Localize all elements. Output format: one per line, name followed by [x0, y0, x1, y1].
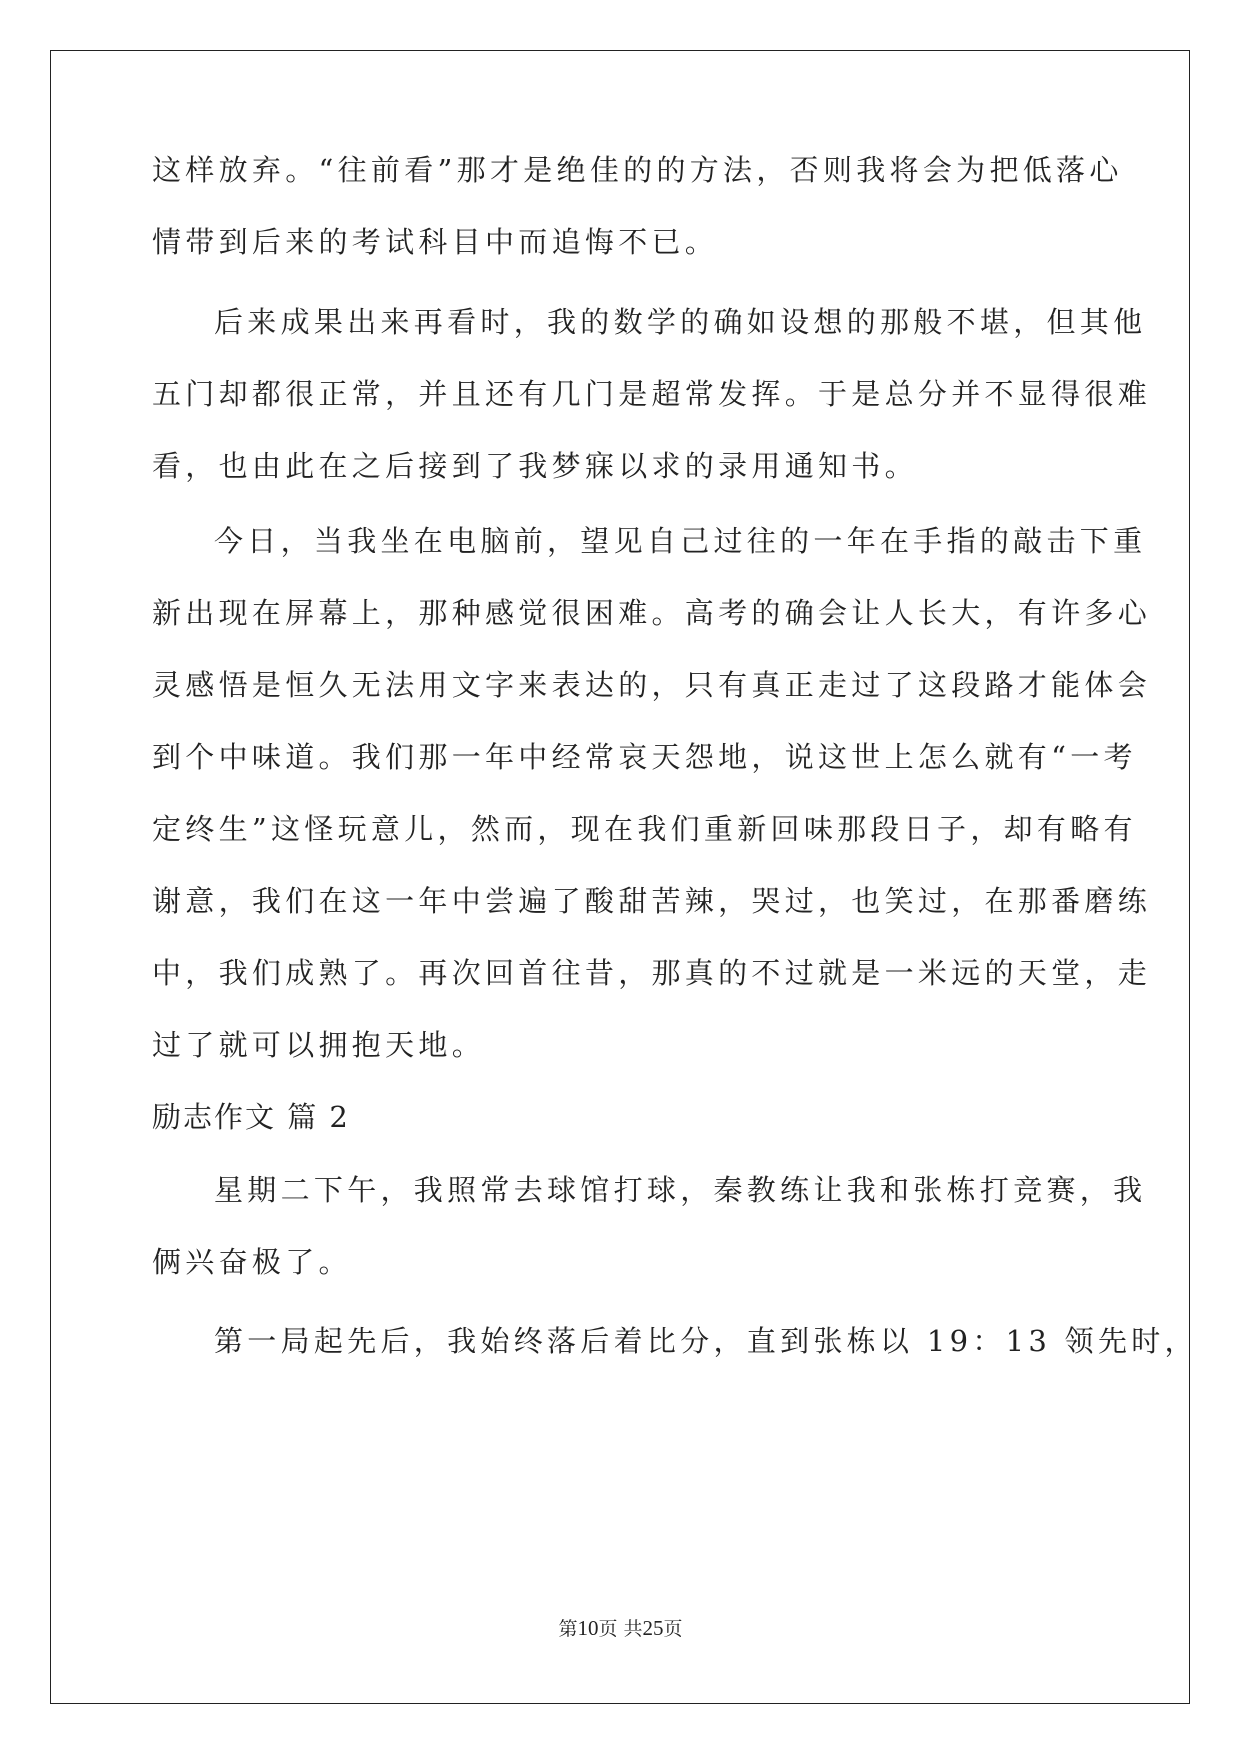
text-line: 定终生”这怪玩意儿，然而，现在我们重新回味那段日子，却有略有 — [152, 812, 1137, 846]
footer-total-pages: 25 — [642, 1616, 664, 1640]
text-line: 五门却都很正常，并且还有几门是超常发挥。于是总分并不显得很难 — [152, 377, 1152, 411]
text-line: 新出现在屏幕上，那种感觉很困难。高考的确会让人长大，有许多心 — [152, 596, 1152, 630]
page-border — [50, 50, 1190, 1704]
footer-prefix: 第 — [558, 1618, 578, 1640]
text-line: 第一局起先后，我始终落后着比分，直到张栋以 19：13 领先时， — [214, 1324, 1198, 1358]
page-footer — [0, 1614, 1241, 1641]
text-line: 今日，当我坐在电脑前，望见自己过往的一年在手指的敲击下重 — [214, 524, 1147, 558]
text-line: 过了就可以拥抱天地。 — [152, 1028, 486, 1062]
footer-mid: 页 共 — [598, 1618, 643, 1640]
text-line: 后来成果出来再看时，我的数学的确如设想的那般不堪，但其他 — [214, 305, 1147, 339]
section-heading: 励志作文 篇 2 — [152, 1100, 350, 1134]
text-line: 星期二下午，我照常去球馆打球，秦教练让我和张栋打竞赛，我 — [214, 1173, 1147, 1207]
text-line: 中，我们成熟了。再次回首往昔，那真的不过就是一米远的天堂，走 — [152, 956, 1152, 990]
text-line: 谢意，我们在这一年中尝遍了酸甜苦辣，哭过，也笑过，在那番磨练 — [152, 884, 1152, 918]
footer-page-number: 10 — [577, 1616, 599, 1640]
text-line: 灵感悟是恒久无法用文字来表达的，只有真正走过了这段路才能体会 — [152, 668, 1152, 702]
text-line: 这样放弃。“往前看”那才是绝佳的的方法，否则我将会为把低落心 — [152, 153, 1123, 187]
footer-suffix: 页 — [663, 1618, 683, 1640]
text-line: 情带到后来的考试科目中而追悔不已。 — [152, 225, 719, 259]
text-line: 看，也由此在之后接到了我梦寐以求的录用通知书。 — [152, 449, 918, 483]
text-line: 到个中味道。我们那一年中经常哀天怨地，说这世上怎么就有“一考 — [152, 740, 1137, 774]
text-line: 俩兴奋极了。 — [152, 1245, 352, 1279]
